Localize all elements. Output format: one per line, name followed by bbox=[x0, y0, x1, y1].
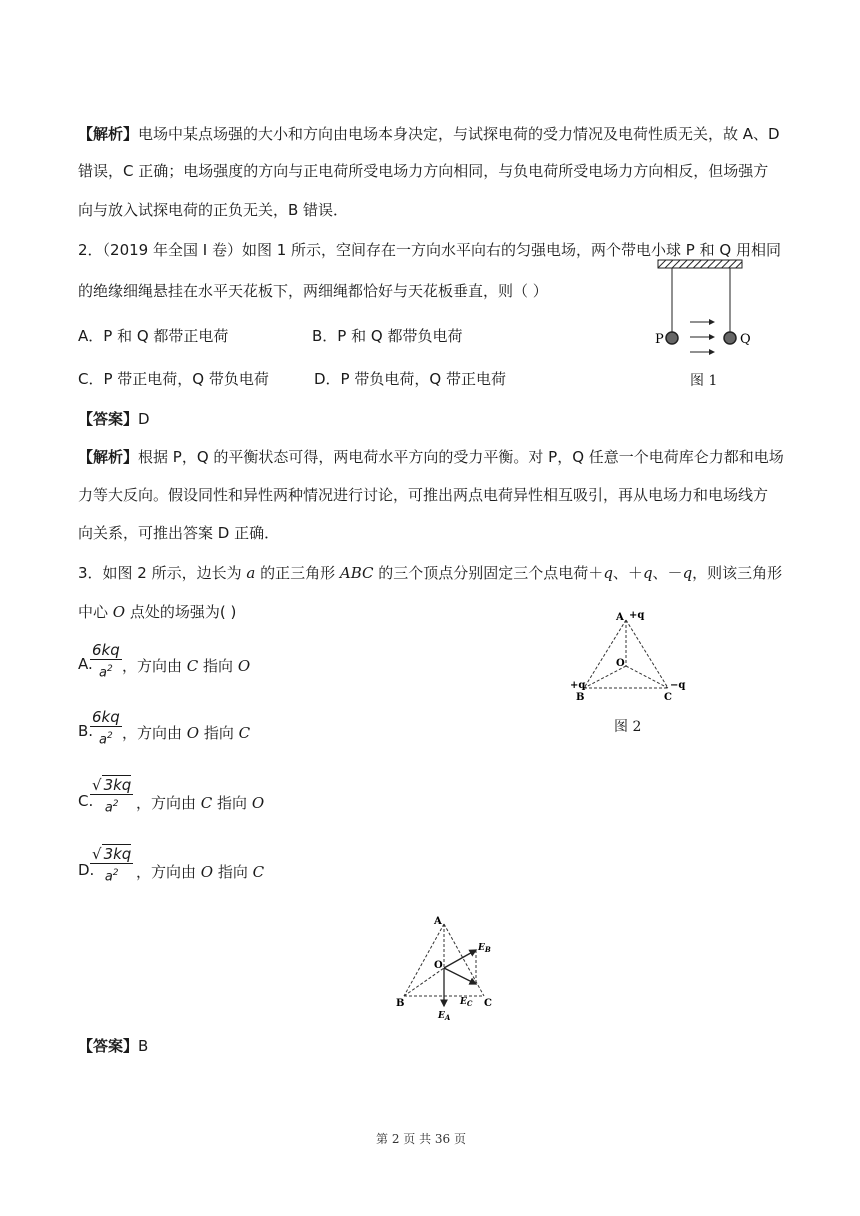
question-3-line-1 bbox=[78, 563, 784, 583]
ea-sub: A bbox=[444, 1013, 451, 1022]
denominator bbox=[90, 727, 122, 749]
direction-text: ，方向由 bbox=[136, 794, 201, 812]
den-var: a bbox=[104, 869, 113, 885]
edge-ab bbox=[584, 620, 626, 688]
question-2-option-d: D．P 带负电荷，Q 带正电荷 bbox=[314, 370, 506, 388]
option-d-fraction bbox=[90, 845, 133, 886]
figure-2-diagram bbox=[566, 606, 690, 706]
q3-text: 、－ bbox=[652, 564, 683, 582]
option-a-direction bbox=[122, 655, 250, 676]
q3-text: 的正三角形 bbox=[255, 564, 340, 582]
num-var: kq bbox=[101, 641, 120, 659]
from-point: C bbox=[186, 657, 199, 675]
answer-tag: 【答案】 bbox=[78, 410, 139, 428]
charge-a-label: +q bbox=[629, 610, 645, 621]
question-2-analysis-line-2: 力等大反向。假设同性和异性两种情况进行讨论，可推出两点电荷异性相互吸引，再从电场力和电场线方 bbox=[78, 486, 769, 504]
denominator bbox=[90, 660, 122, 682]
to-point: O bbox=[251, 794, 265, 812]
direction-text: 指向 bbox=[212, 794, 252, 812]
var-o: O bbox=[112, 603, 126, 621]
ec-main: E bbox=[460, 997, 467, 1007]
question-2-analysis-line-3: 向关系，可推出答案 D 正确． bbox=[78, 524, 280, 542]
option-c-fraction bbox=[90, 776, 133, 817]
question-2-option-b: B．P 和 Q 都带负电荷 bbox=[312, 327, 463, 345]
question-2-line-1: 2．（2019 年全国 I 卷）如图 1 所示，空间存在一方向水平向右的匀强电场，两个带电小球 P 和 Q 用相同 bbox=[78, 241, 781, 259]
question-3-answer bbox=[78, 1036, 784, 1056]
to-point: O bbox=[237, 657, 251, 675]
radicand bbox=[102, 844, 132, 863]
option-letter: D. bbox=[78, 861, 95, 879]
question-2-option-c: C．P 带正电荷，Q 带负电荷 bbox=[78, 370, 269, 388]
charge-c-label: −q bbox=[670, 680, 686, 691]
question-2-analysis-line-1 bbox=[78, 447, 784, 467]
vertex-c-label: C bbox=[484, 998, 492, 1009]
option-letter: B. bbox=[78, 722, 94, 740]
var-q: q bbox=[642, 564, 653, 582]
figure-1-diagram bbox=[648, 256, 758, 356]
question-2-answer bbox=[78, 409, 784, 429]
num-var: kq bbox=[101, 708, 120, 726]
var-q: q bbox=[603, 564, 613, 582]
vertex-b-label: B bbox=[396, 998, 405, 1009]
exponent: 2 bbox=[107, 731, 113, 741]
q3-text: 、＋ bbox=[612, 564, 643, 582]
option-b-direction bbox=[122, 722, 250, 743]
numerator: √ 3kq bbox=[92, 845, 132, 863]
ball-p bbox=[666, 332, 678, 344]
direction-text: ，方向由 bbox=[136, 863, 201, 881]
option-c-direction bbox=[136, 792, 264, 813]
analysis-tag: 【解析】 bbox=[78, 125, 139, 143]
option-a-fraction bbox=[90, 641, 122, 682]
q3-text: 的三个顶点分别固定三个点电荷＋ bbox=[373, 564, 604, 582]
from-point: C bbox=[200, 794, 213, 812]
eb-main: E bbox=[478, 943, 485, 953]
analysis-1-line-1 bbox=[78, 124, 784, 144]
vertex-a-label: A bbox=[616, 612, 624, 623]
label-p: P bbox=[655, 332, 664, 347]
option-letter: A. bbox=[78, 655, 93, 673]
q3-text: ，则该三角形 bbox=[692, 564, 783, 582]
var-abc: ABC bbox=[339, 564, 374, 582]
ec-label bbox=[459, 997, 473, 1008]
figure-1-caption: 图 1 bbox=[690, 373, 718, 389]
from-point: O bbox=[186, 724, 200, 742]
from-point: O bbox=[200, 863, 214, 881]
den-var: a bbox=[99, 665, 107, 681]
figure-2-caption: 图 2 bbox=[614, 719, 642, 735]
ea-label bbox=[437, 1011, 451, 1022]
vertex-c-label: C bbox=[664, 692, 672, 703]
question-2-option-a: A．P 和 Q 都带正电荷 bbox=[78, 327, 229, 345]
ec-sub: C bbox=[466, 999, 473, 1008]
to-point: C bbox=[238, 724, 251, 742]
answer-value: D bbox=[138, 410, 150, 428]
option-b-fraction bbox=[90, 708, 122, 749]
radicand bbox=[102, 775, 132, 794]
ceiling bbox=[658, 260, 742, 268]
center-o-label: O bbox=[616, 658, 625, 669]
coef: 6 bbox=[92, 708, 102, 726]
analysis-1-line-3: 向与放入试探电荷的正负无关，B 错误． bbox=[78, 201, 349, 219]
vector-ec bbox=[444, 968, 476, 984]
center-o-label: O bbox=[434, 960, 443, 971]
eb-sub: B bbox=[484, 945, 491, 954]
q3-text: 点处的场强为( ) bbox=[125, 603, 237, 621]
answer-value: B bbox=[138, 1037, 149, 1055]
numerator bbox=[90, 708, 122, 726]
ball-q bbox=[724, 332, 736, 344]
ea-main: E bbox=[438, 1011, 445, 1021]
analysis-1-line-2: 错误，C 正确；电场强度的方向与正电荷所受电场力方向相同，与负电荷所受电场力方向相反，但场强方 bbox=[78, 162, 769, 180]
page-footer: 第 2 页 共 36 页 bbox=[376, 1132, 466, 1146]
exponent: 2 bbox=[112, 868, 119, 878]
numerator: √ 3kq bbox=[92, 776, 132, 794]
coef: 6 bbox=[92, 641, 102, 659]
answer-tag: 【答案】 bbox=[78, 1037, 139, 1055]
exponent: 2 bbox=[112, 799, 119, 809]
coef: 3 bbox=[103, 845, 114, 863]
vertex-b-label: B bbox=[576, 692, 585, 703]
option-d-direction bbox=[136, 861, 264, 882]
direction-text: ，方向由 bbox=[122, 657, 187, 675]
question-2-line-2: 的绝缘细绳悬挂在水平天花板下，两细绳都恰好与天花板垂直，则（ ） bbox=[78, 282, 548, 300]
charge-b-label: +q bbox=[570, 680, 586, 691]
direction-text: 指向 bbox=[199, 724, 239, 742]
q3-text: 3．如图 2 所示，边长为 bbox=[78, 564, 247, 582]
edge-ac bbox=[444, 924, 484, 996]
exponent: 2 bbox=[107, 664, 113, 674]
eb-label bbox=[477, 943, 491, 954]
vertex-a-label: A bbox=[434, 916, 442, 927]
denominator bbox=[90, 795, 133, 817]
analysis-1-text-1: 电场中某点场强的大小和方向由电场本身决定，与试探电荷的受力情况及电荷性质无关，故 A、D bbox=[138, 125, 780, 143]
coef: 3 bbox=[103, 776, 114, 794]
denominator bbox=[90, 864, 133, 886]
num-var: kq bbox=[113, 845, 132, 863]
var-q: q bbox=[682, 564, 693, 582]
var-a: a bbox=[246, 564, 256, 582]
edge-ac bbox=[626, 620, 668, 688]
direction-text: 指向 bbox=[213, 863, 253, 881]
den-var: a bbox=[99, 732, 107, 748]
q3-text: 中心 bbox=[78, 603, 113, 621]
option-letter: C. bbox=[78, 792, 94, 810]
segment-bo bbox=[404, 968, 444, 996]
analysis-tag: 【解析】 bbox=[78, 448, 139, 466]
den-var: a bbox=[104, 800, 113, 816]
numerator bbox=[90, 641, 122, 659]
to-point: C bbox=[252, 863, 265, 881]
figure-3-field-vectors bbox=[392, 910, 502, 1022]
direction-text: 指向 bbox=[198, 657, 238, 675]
analysis-text-1: 根据 P，Q 的平衡状态可得，两电荷水平方向的受力平衡。对 P，Q 任意一个电荷库仑力都和电场 bbox=[138, 448, 784, 466]
num-var: kq bbox=[113, 776, 132, 794]
direction-text: ，方向由 bbox=[122, 724, 187, 742]
label-q: Q bbox=[740, 332, 751, 347]
